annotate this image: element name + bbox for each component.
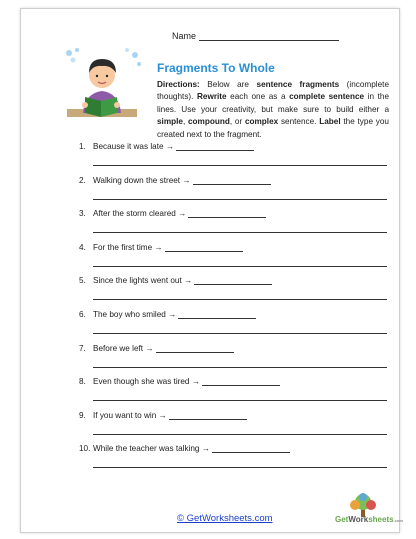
fragment-item <box>79 276 387 310</box>
fragment-item <box>79 377 387 411</box>
name-line[interactable] <box>199 31 339 41</box>
item-number: 1. <box>79 142 86 151</box>
answer-line[interactable] <box>93 266 387 267</box>
fragment-text: Walking down the street → <box>93 175 191 185</box>
type-blank[interactable] <box>156 344 234 353</box>
type-blank[interactable] <box>193 176 271 185</box>
bubble-2 <box>75 48 79 52</box>
fragment-text: For the first time → <box>93 242 163 252</box>
item-number: 5. <box>79 276 86 286</box>
item-number: 3. <box>79 209 86 219</box>
type-blank[interactable] <box>212 444 290 453</box>
type-blank[interactable] <box>165 243 243 252</box>
fragment-item <box>79 209 387 243</box>
fragment-item <box>79 310 387 344</box>
fragment-text: Even though she was tired → <box>93 377 200 387</box>
fragment-text: Since the lights went out → <box>93 276 193 286</box>
answer-line[interactable] <box>93 299 387 300</box>
fragment-item <box>79 142 387 176</box>
name-field <box>172 31 339 41</box>
type-blank[interactable] <box>178 310 256 319</box>
item-number: 4. <box>79 242 86 252</box>
worksheet-title: Fragments To Whole <box>157 61 275 75</box>
item-number: 2. <box>79 175 86 185</box>
bubble-1 <box>66 50 72 56</box>
directions-text: Directions: Below are sentence fragments (incomplete thoughts). Rewrite each one as a complete sentence in the lines. Use your creativity, but make sure to build either a simple, compound, or complex sentence. Label the type you created next to the fragment. <box>157 80 390 139</box>
fragment-text: While the teacher was talking → <box>93 444 210 454</box>
fragment-item <box>79 344 387 378</box>
bubble-6 <box>137 62 141 66</box>
logo-text: GetWorksheets.com <box>335 515 403 524</box>
getworksheets-logo <box>335 493 403 533</box>
type-blank[interactable] <box>202 377 280 386</box>
answer-line[interactable] <box>93 333 387 334</box>
answer-line[interactable] <box>93 232 387 233</box>
type-blank[interactable] <box>176 142 254 151</box>
answer-line[interactable] <box>93 467 387 468</box>
fragment-item <box>79 243 387 277</box>
fragment-text: If you want to win → <box>93 410 167 420</box>
type-blank[interactable] <box>188 209 266 218</box>
boy-reading-illustration <box>61 47 143 127</box>
fragment-text: Because it was late → <box>93 142 175 151</box>
answer-line[interactable] <box>93 400 387 401</box>
name-label: Name <box>171 31 196 41</box>
bubble-4 <box>132 52 138 58</box>
left-hand <box>82 102 88 108</box>
answer-line[interactable] <box>93 199 387 200</box>
answer-line[interactable] <box>93 367 387 368</box>
fragment-list <box>79 142 387 478</box>
right-hand <box>114 102 120 108</box>
left-eye <box>96 75 98 77</box>
type-blank[interactable] <box>169 411 247 420</box>
type-blank[interactable] <box>194 276 272 285</box>
fragment-item <box>79 176 387 210</box>
right-eye <box>106 75 108 77</box>
item-number: 10. <box>79 444 91 454</box>
item-number: 8. <box>79 377 86 387</box>
fragment-text: Before we left → <box>93 343 154 353</box>
bubble-3 <box>71 58 76 63</box>
fragment-text: The boy who smiled → <box>93 309 177 319</box>
bubble-5 <box>125 48 129 52</box>
getworksheets-link[interactable]: © GetWorksheets.com <box>177 513 273 524</box>
answer-line[interactable] <box>93 165 387 166</box>
worksheet-page <box>20 8 403 533</box>
item-number: 6. <box>79 309 86 319</box>
tree-icon <box>335 493 391 517</box>
item-number: 9. <box>79 410 86 420</box>
fragment-item <box>79 411 387 445</box>
fragment-item <box>79 444 387 478</box>
item-number: 7. <box>79 343 86 353</box>
fragment-text: After the storm cleared → <box>93 209 187 219</box>
answer-line[interactable] <box>93 434 387 435</box>
